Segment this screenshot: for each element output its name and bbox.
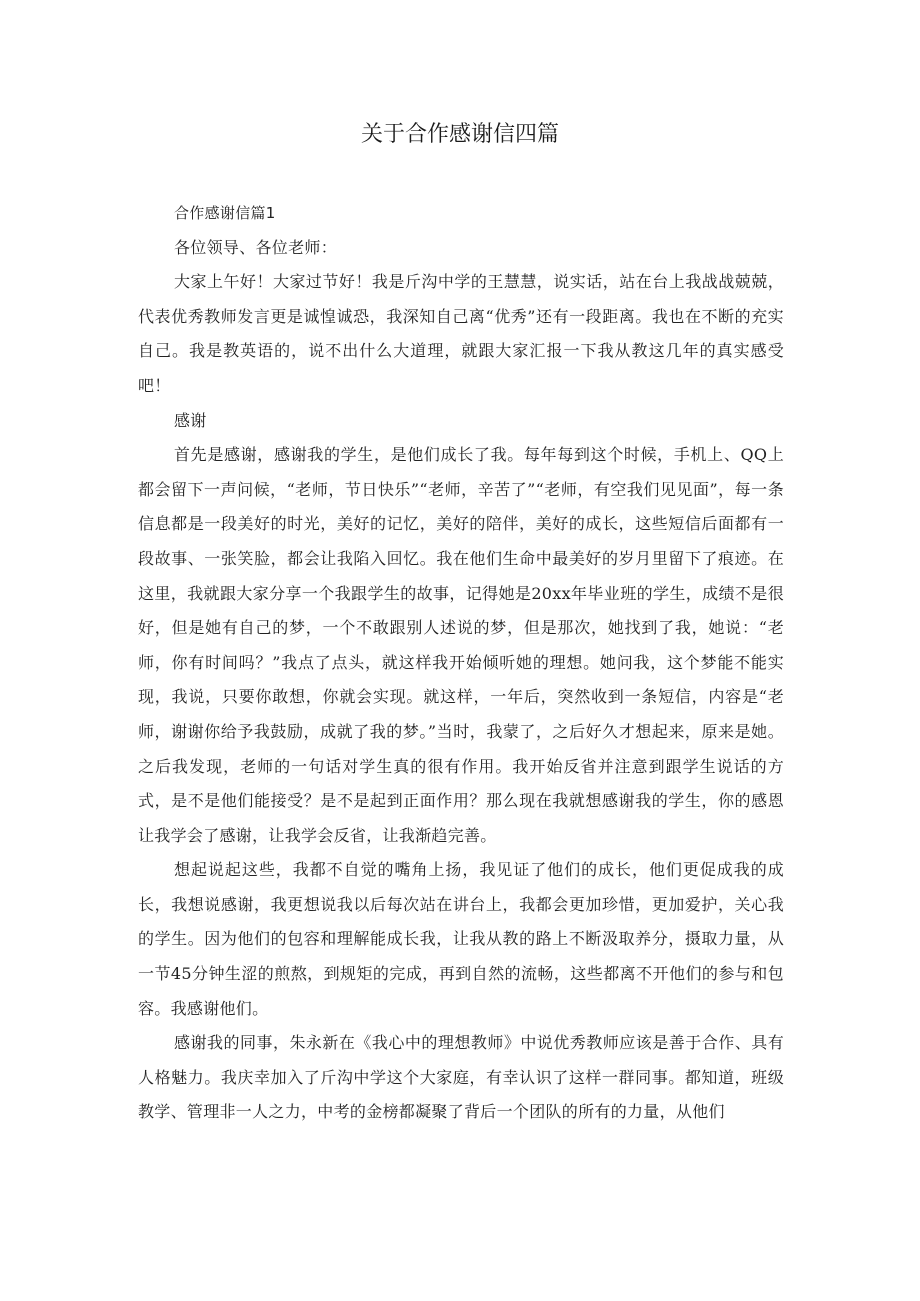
- subheading-thanks: 感谢: [174, 410, 207, 430]
- paragraph-intro: 大家上午好！大家过节好！我是斤沟中学的王慧慧，说实话，站在台上我战战兢兢，代表优秀教师发言更是诚惶诚恐，我深知自己离“优秀”还有一段距离。我也在不断的充实自己。我是教英语的，说不出什么大道理，就跟大家汇报一下我从教这几年的真实感受吧！: [138, 272, 784, 395]
- document-body: [138, 196, 784, 1130]
- salutation: 各位领导、各位老师：: [174, 237, 338, 257]
- document-title: 关于合作感谢信四篇: [360, 122, 559, 147]
- paragraph-colleagues: 感谢我的同事，朱永新在《我心中的理想教师》中说优秀教师应该是善于合作、具有人格魅力。我庆幸加入了斤沟中学这个大家庭，有幸认识了这样一群同事。都知道，班级教学、管理非一人之力，中考的金榜都凝聚了背后一个团队的所有的力量，从他们: [138, 1033, 784, 1122]
- section-heading: 合作感谢信篇1: [174, 204, 276, 222]
- paragraph-students: 首先是感谢，感谢我的学生，是他们成长了我。每年每到这个时候，手机上、QQ上都会留下一声问候，“老师，节日快乐”“老师，辛苦了”“老师，有空我们见见面”，每一条信息都是一段美好的时光，美好的记忆，美好的陪伴，美好的成长，这些短信后面都有一段故事、一张笑脸，都会让我陷入回忆。我在他们生命中最美好的岁月里留下了痕迹。在这里，我就跟大家分享一个我跟学生的故事，记得她是20xx年毕业班的学生，成绩不是很好，但是她有自己的梦，一个不敢跟别人述说的梦，但是那次，她找到了我，她说：“老师，你有时间吗？”我点了点头，就这样我开始倾听她的理想。她问我，这个梦能不能实现，我说，只要你敢想，你就会实现。就这样，一年后，突然收到一条短信，内容是“老师，谢谢你给予我鼓励，成就了我的梦。”当时，我蒙了，之后好久才想起来，原来是她。之后我发现，老师的一句话对学生真的很有作用。我开始反省并注意到跟学生说话的方式，是不是他们能接受？是不是起到正面作用？那么现在我就想感谢我的学生，你的感恩让我学会了感谢，让我学会反省，让我渐趋完善。: [138, 445, 784, 845]
- paragraph-growth: 想起说起这些，我都不自觉的嘴角上扬，我见证了他们的成长，他们更促成我的成长，我想说感谢，我更想说我以后每次站在讲台上，我都会更加珍惜，更加爱护，关心我的学生。因为他们的包容和理解能成长我，让我从教的路上不断汲取养分，摄取力量，从一节45分钟生涩的煎熬，到规矩的完成，再到自然的流畅，这些都离不开他们的参与和包容。我感谢他们。: [138, 860, 784, 1018]
